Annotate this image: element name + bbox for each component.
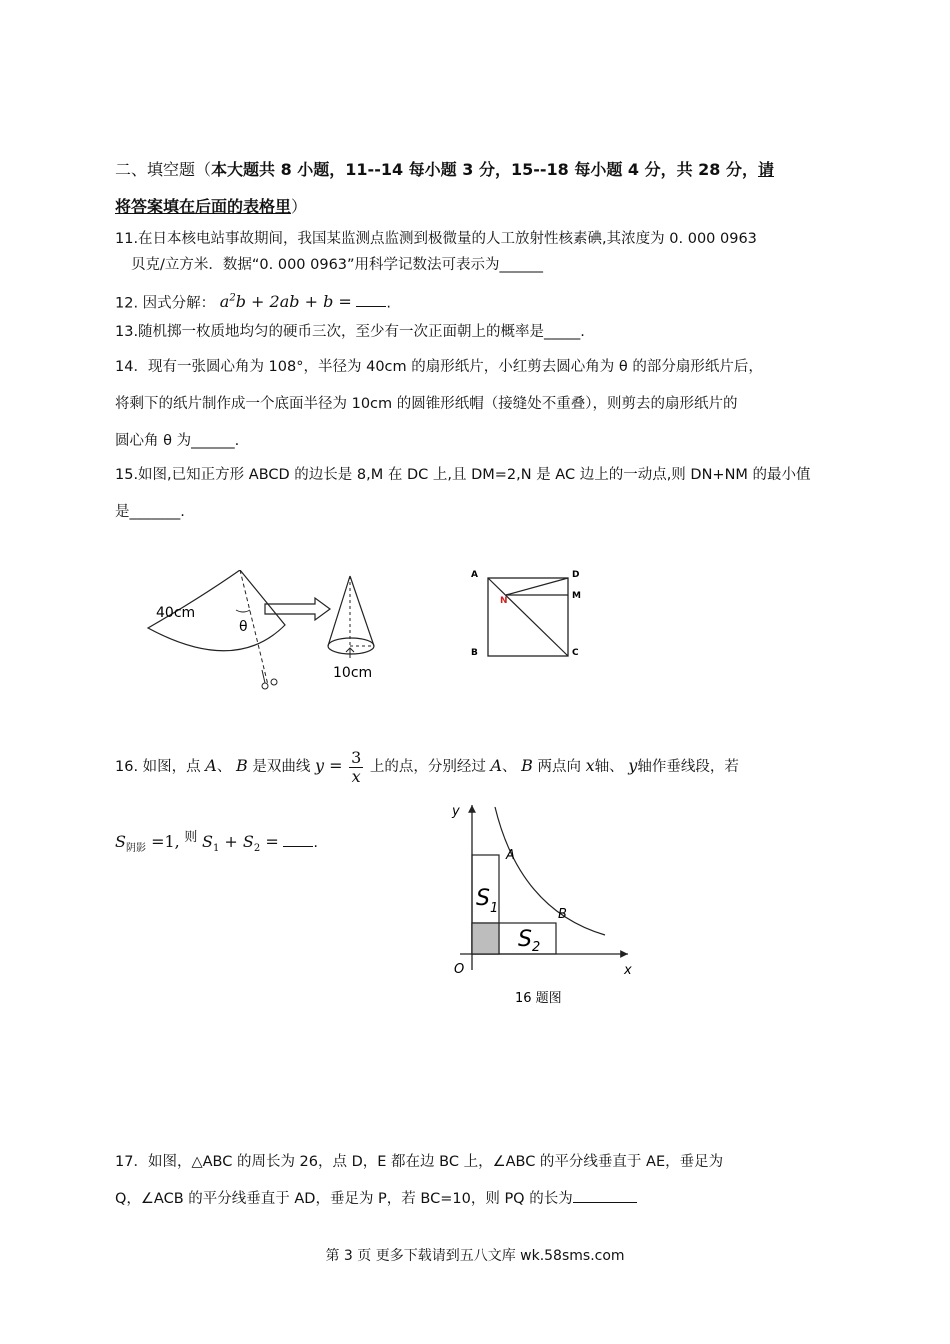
q14-line1: 14．现有一张圆心角为 108°，半径为 40cm 的扇形纸片，小红剪去圆心角为 θ 的部分扇形纸片后， [115, 359, 763, 375]
s2-label: $S_2$ [518, 927, 541, 955]
page-footer: 第 3 页 更多下载请到五八文库 wk.58sms.com [325, 1248, 625, 1264]
q12-answer-blank [356, 306, 386, 307]
q12-label: 12. 因式分解： [115, 295, 216, 312]
segment-dn [506, 578, 568, 595]
q16-point-b: B [235, 756, 248, 775]
q15-line1: 15.如图,已知正方形 ABCD 的边长是 8,M 在 DC 上,且 DM=2,N 是 AC 边上的一动点,则 DN+NM 的最小值 [115, 467, 811, 483]
s1-label: $S_1$ [476, 886, 499, 916]
label-m: M [572, 591, 581, 601]
q11-line1: 11.在日本核电站事故期间，我国某监测点监测到极微量的人工放射性核素碘,其浓度为 0. 000 0963 [115, 231, 757, 247]
q16-line1: 16. 如图，点 A、 B 是双曲线 y = $\frac{3}{x}$ 上的点，分别经过 A、 B 两点向 x轴、 y轴作垂线段，若 [115, 747, 739, 786]
cone-figure [140, 570, 390, 700]
right-arrow-icon [265, 598, 330, 620]
q16-pre: 16. 如图，点 [115, 759, 201, 775]
q17-answer-blank [573, 1202, 637, 1203]
q15-line2: 是_______. [115, 504, 185, 520]
q11-line2: 贝克/立方米．数据“0. 000 0963”用科学记数法可表示为______ [131, 257, 544, 273]
cone-shape [328, 576, 374, 658]
q17-line2: Q，∠ACB 的平分线垂直于 AD，垂足为 P，若 BC=10，则 PQ 的长为 [115, 1189, 637, 1209]
x-axis-label: x [624, 963, 632, 978]
q13: 13.随机掷一枚质地均匀的硬币三次，至少有一次正面朝上的概率是_____. [115, 324, 585, 340]
point-b-label: B [558, 907, 567, 922]
q16-shaded-area: $S_{阴影} =1$, [115, 831, 180, 855]
section-prefix: 二、填空题（ [115, 160, 212, 179]
q17-line1: 17．如图，△ABC 的周长为 26，点 D，E 都在边 BC 上，∠ABC 的平分线垂直于 AE，垂足为 [115, 1154, 724, 1170]
origin-label: O [454, 962, 465, 977]
theta-label: θ [239, 619, 248, 635]
label-a: A [471, 570, 478, 580]
square-figure [462, 564, 592, 664]
q16-point-a: A [205, 756, 217, 775]
section-bold-underlined-2: 将答案填在后面的表格里 [115, 197, 292, 216]
hyperbola-curve [495, 807, 605, 935]
section-heading [115, 160, 774, 180]
point-a-label: A [506, 848, 515, 863]
section-bold-main: 本大题共 8 小题，11--14 每小题 3 分，15--18 每小题 4 分，共 28 分， [211, 160, 759, 179]
label-b: B [471, 648, 478, 658]
q14-line3: 圆心角 θ 为______. [115, 433, 240, 449]
diagonal-ac [488, 578, 568, 656]
section-heading-line2 [115, 197, 307, 217]
q16-y-equals: y = [314, 756, 343, 775]
label-d: D [572, 570, 580, 580]
label-n: N [500, 596, 508, 606]
figure-caption: 16 题图 [515, 991, 562, 1006]
q12 [115, 289, 391, 313]
q16-line2: $S_{阴影} =1$, $^则$ $S_1 + S_2$ = . [115, 830, 318, 855]
y-axis-label: y [452, 804, 460, 819]
q16-sum-expression: $S_1 + S_2$ = [201, 831, 279, 855]
label-c: C [572, 648, 579, 658]
base-radius-label: 10cm [333, 665, 373, 681]
q14-line2: 将剩下的纸片制作成一个底面半径为 10cm 的圆锥形纸帽（接缝处不重叠），则剪去的扇形纸片的 [115, 396, 738, 412]
q16-fraction: $\frac{3}{x}$ [351, 747, 362, 786]
theta-arc [236, 610, 250, 612]
q16-answer-blank [283, 846, 313, 847]
q12-expression: $a^2b + 2ab + b$ = [219, 292, 352, 312]
section-bold-underlined-1: 请 [758, 160, 775, 179]
scissors-icon [262, 670, 277, 689]
q12-end: . [386, 295, 392, 312]
radius-label: 40cm [156, 605, 196, 621]
hyperbola-figure [440, 795, 650, 1015]
section-suffix: ） [291, 197, 308, 216]
shaded-region [472, 923, 499, 954]
